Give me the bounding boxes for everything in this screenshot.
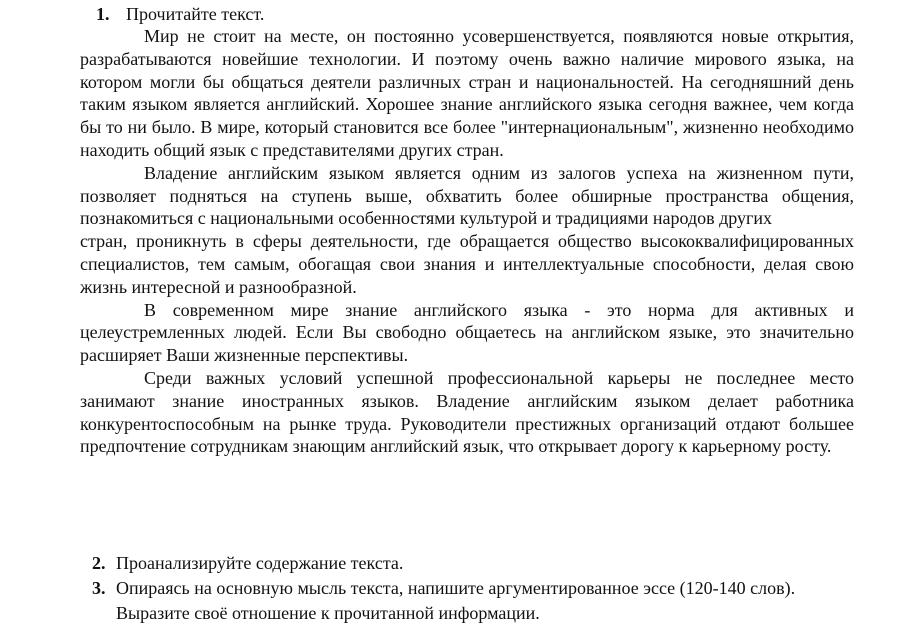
task-2 [92, 551, 852, 576]
task-2-number: 2. [92, 553, 106, 573]
task-3 [92, 576, 852, 626]
paragraph-1: Мир не стоит на месте, он постоянно усовершенствуется, появляются новые открытия, разрабатываются новейшие технологии. И поэтому очень важно наличие мирового языка, на котором могли бы общаться деятели различных стран и национальностей. На сегодняшний день таким языком является английский. Хорошее знание английского языка сегодня важнее, чем когда бы то ни было. В мире, который становится все более "интернациональным", жизненно необходимо находить общий язык с представителями других стран. [80, 26, 854, 160]
paragraph-3: В современном мире знание английского языка - это норма для активных и целеустремленных людей. Если Вы свободно общаетесь на английском языке, это значительно расширяет Ваши жизненные перспективы. [80, 299, 854, 366]
paragraph-4: Среди важных условий успешной профессиональной карьеры не последнее место занимают знание иностранных языков. Владение английским языком делает работника конкурентоспособным на рынке труда. Руководители престижных организаций отдают большее предпочтение сотрудникам знающим английский язык, что открывает дорогу к карьерному росту. [80, 367, 854, 457]
task-2-text: Проанализируйте содержание текста. [116, 553, 404, 573]
task-list [92, 551, 852, 626]
task-1-heading [96, 3, 264, 25]
task-3-text: Опираясь на основную мысль текста, напишите аргументированное эссе (120-140 слов). Выразите своё отношение к прочитанной информации. [116, 578, 796, 623]
paragraph-2-continued: стран, проникнуть в сферы деятельности, где обращается общество высококвалифицированных специалистов, тем самым, обогащая свои знания и интеллектуальные способности, делая свою жизнь интересной и разнообразной. [80, 231, 854, 297]
task-3-number: 3. [92, 578, 106, 598]
paragraph-2: Владение английским языком является одним из залогов успеха на жизненном пути, позволяет подняться на ступень выше, обхватить более обширные пространства общения, познакомиться с национальными особенностями культурой и традициями народов других [80, 162, 854, 229]
reading-text [80, 25, 854, 458]
task-1-text: Прочитайте текст. [126, 4, 265, 24]
task-1-number: 1. [96, 4, 110, 24]
